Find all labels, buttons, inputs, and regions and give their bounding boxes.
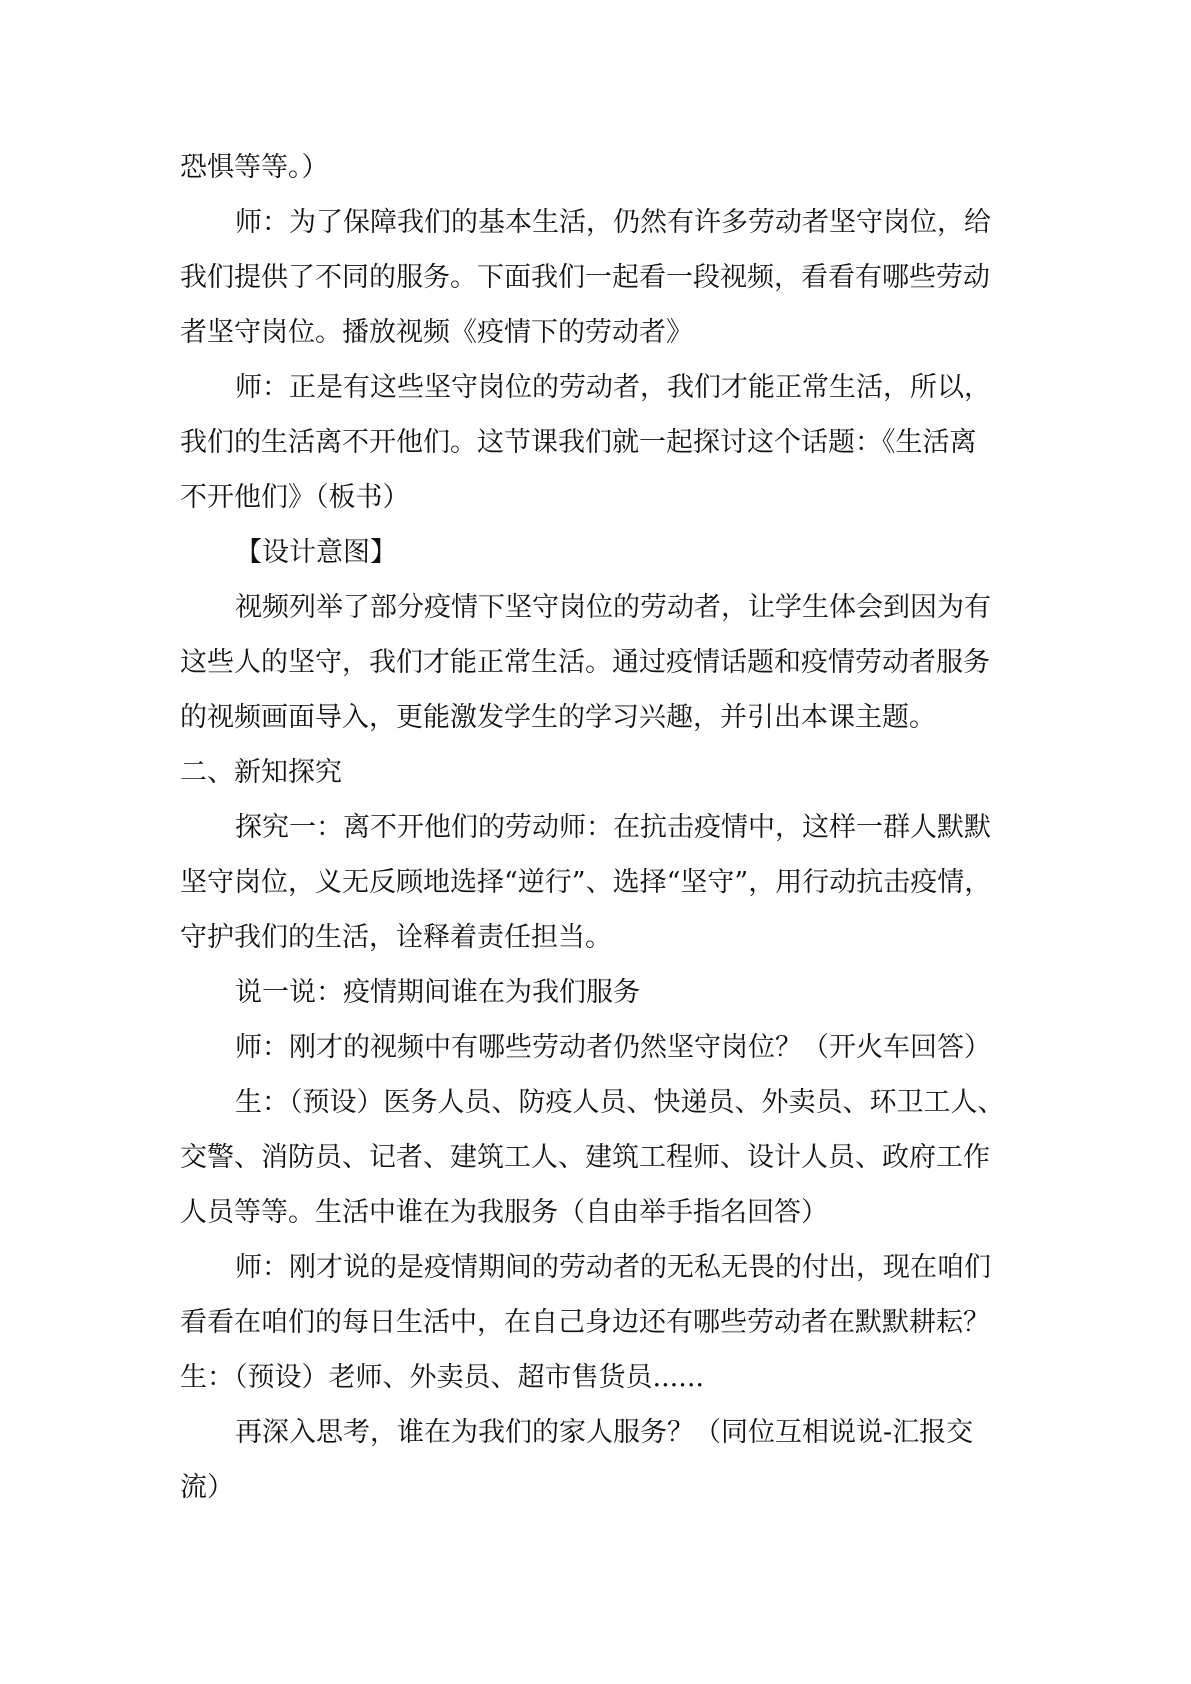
paragraph-line: 看看在咱们的每日生活中，在自己身边还有哪些劳动者在默默耕耘？ [180,1307,990,1338]
paragraph-line: 师：为了保障我们的基本生活，仍然有许多劳动者坚守岗位，给 [235,207,991,238]
paragraph-line: 师：刚才说的是疫情期间的劳动者的无私无畏的付出，现在咱们 [235,1252,991,1283]
paragraph-line: 交警、消防员、记者、建筑工人、建筑工程师、设计人员、政府工作 [180,1142,990,1173]
section-heading: 二、新知探究 [180,757,342,788]
paragraph-line: 不开他们》（板书） [180,482,410,513]
paragraph-line: 流） [180,1472,234,1503]
section-label-design-intent: 【设计意图】 [235,537,397,568]
paragraph-line: 生：（预设）医务人员、防疫人员、快递员、外卖员、环卫工人、 [235,1087,1005,1118]
paragraph-line: 师：正是有这些坚守岗位的劳动者，我们才能正常生活，所以， [235,372,991,403]
paragraph-line: 探究一：离不开他们的劳动师：在抗击疫情中，这样一群人默默 [235,812,991,843]
paragraph-line: 我们的生活离不开他们。这节课我们就一起探讨这个话题：《生活离 [180,427,977,458]
paragraph-line: 师：刚才的视频中有哪些劳动者仍然坚守岗位？（开火车回答） [235,1032,991,1063]
paragraph-line: 再深入思考，谁在为我们的家人服务？（同位互相说说-汇报交 [235,1417,974,1448]
paragraph-line: 说一说：疫情期间谁在为我们服务 [235,977,640,1008]
paragraph-line: 者坚守岗位。播放视频《疫情下的劳动者》 [180,317,693,348]
paragraph-line: 的视频画面导入，更能激发学生的学习兴趣，并引出本课主题。 [180,702,936,733]
paragraph-line: 这些人的坚守，我们才能正常生活。通过疫情话题和疫情劳动者服务 [180,647,990,678]
paragraph-line: 坚守岗位，义无反顾地选择“逆行”、选择“坚守”，用行动抗击疫情， [180,867,992,898]
paragraph-line: 守护我们的生活，诠释着责任担当。 [180,922,612,953]
paragraph-line: 生：（预设）老师、外卖员、超市售货员...... [180,1362,704,1393]
paragraph-line: 视频列举了部分疫情下坚守岗位的劳动者，让学生体会到因为有 [235,592,991,623]
paragraph-line: 我们提供了不同的服务。下面我们一起看一段视频，看看有哪些劳动 [180,262,990,293]
paragraph-line: 人员等等。生活中谁在为我服务（自由举手指名回答） [180,1197,828,1228]
paragraph-line: 恐惧等等。） [180,152,329,183]
document-body [180,140,1010,1515]
